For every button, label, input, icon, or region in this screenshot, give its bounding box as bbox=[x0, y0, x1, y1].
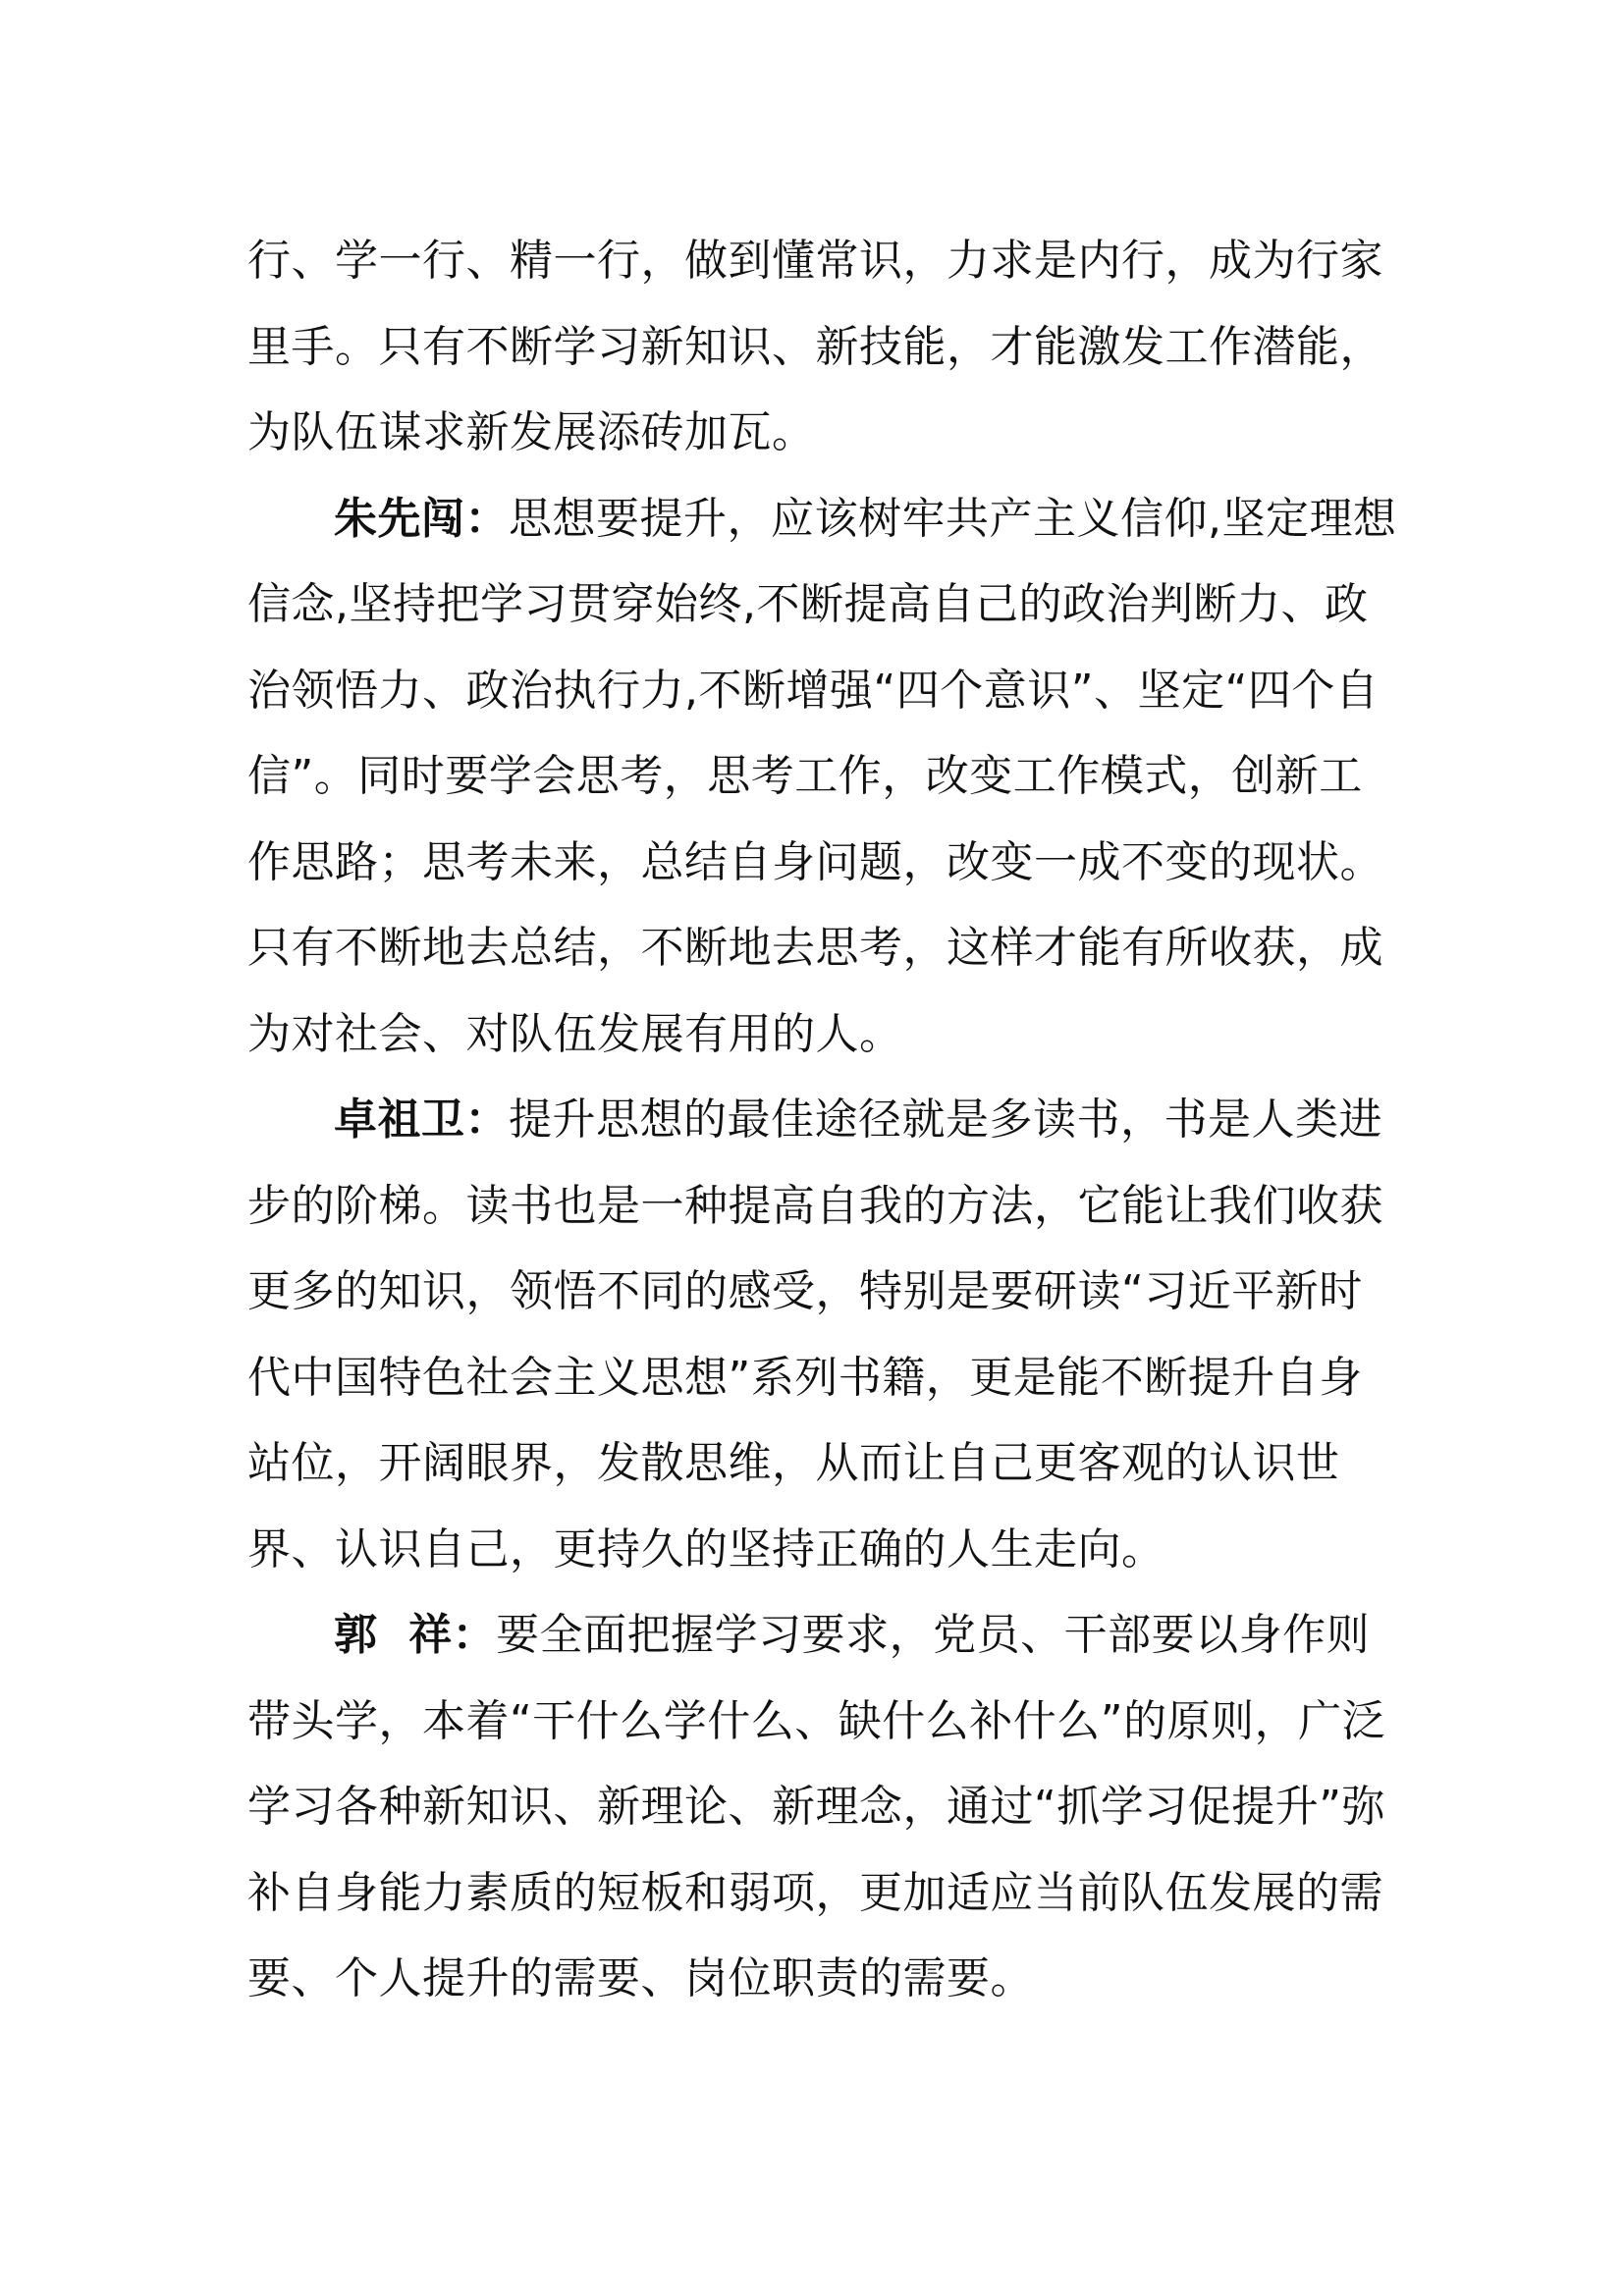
paragraph-text: 思想要提升，应该树牢共产主义信仰,坚定理想信念,坚持把学习贯穿始终,不断提高自己的政治判断力、政治领悟力、政治执行力,不断增强“四个意识”、坚定“四个自信”。同时要学会思考，思考工作，改变工作模式，创新工作思路；思考未来，总结自身问题，改变一成不变的现状。只有不断地去总结，不断地去思考，这样才能有所收获，成为对社会、对队伍发展有用的人。 bbox=[247, 493, 1397, 1059]
paragraph-zhu-xianchuang bbox=[247, 476, 1406, 1078]
paragraph-text: 行、学一行、精一行，做到懂常识，力求是内行，成为行家里手。只有不断学习新知识、新技能，才能激发工作潜能，为队伍谋求新发展添砖加瓦。 bbox=[247, 236, 1383, 457]
speaker-name: 朱先闯： bbox=[334, 493, 509, 544]
paragraph-text: 要全面把握学习要求，党员、干部要以身作则带头学，本着“干什么学什么、缺什么补什么”的原则，广泛学习各种新知识、新理论、新理念，通过“抓学习促提升”弥补自身能力素质的短板和弱项，更加适应当前队伍发展的需要、个人提升的需要、岗位职责的需要。 bbox=[247, 1610, 1386, 2003]
speaker-name: 郭 祥： bbox=[334, 1610, 497, 1660]
paragraph-zhuo-zuwei bbox=[247, 1077, 1406, 1592]
paragraph-continuation bbox=[247, 218, 1406, 476]
document-body bbox=[247, 218, 1406, 2022]
paragraph-text: 提升思想的最佳途径就是多读书，书是人类进步的阶梯。读书也是一种提高自我的方法，它能让我们收获更多的知识，领悟不同的感受，特别是要研读“习近平新时代中国特色社会主义思想”系列书籍，更是能不断提升自身站位，开阔眼界，发散思维，从而让自己更客观的认识世界、认识自己，更持久的坚持正确的人生走向。 bbox=[247, 1095, 1383, 1575]
speaker-name: 卓祖卫： bbox=[334, 1095, 509, 1145]
paragraph-guo-xiang bbox=[247, 1592, 1406, 2022]
